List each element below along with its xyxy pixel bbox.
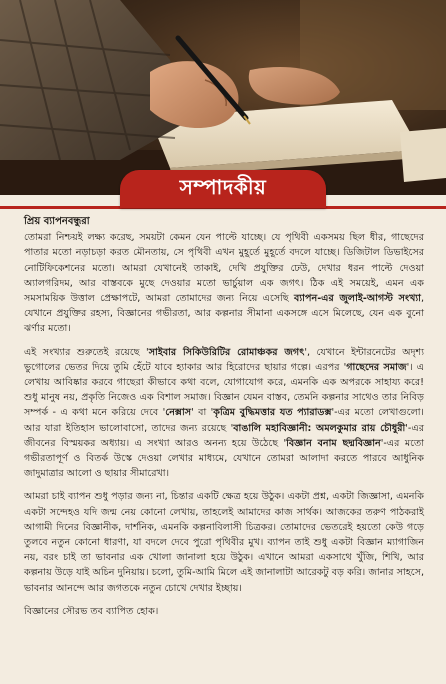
p1-text-a: তোমরা নিশ্চয়ই লক্ষ্য করেছ, সময়টা কেমন যেন পাল্টে যাচ্ছে। যে পৃথিবী একসময় ছিল ধীর, গাছেদের পাতার মতো নড়াচড়া করত মৌনতায়, সে পৃথিবী এখন মুহূর্তে মুহূর্তে বদলে যাচ্ছে। ডিজিটাল ডিভাইসের নোটিফিকেশনের মতো। আমরা যেখানেই তাকাই, দেখি প্রযুক্তির ঢেউ, দেখার ধরন পাল্টে দেওয়া অ্যালগরিদম, আর বাস্তবকে মুছে দেওয়ার মতো ভার্চুয়াল এক জগৎ। ঠিক এই সময়েই, এমন এক সমসাময়িক উত্তাল প্রেক্ষাপটে, আমরা তোমাদের জন্য নিয়ে এসেছি (24, 232, 424, 305)
p2-article-cyber: সাইবার সিকিউরিটির রোমাঞ্চকর জগৎ (148, 346, 305, 358)
title-banner (120, 170, 326, 208)
p1-issue-name: ব্যাপন-এর জুলাই-আগস্ট সংখ্যা (294, 293, 421, 305)
p1-text-b: , যেখানে প্রযুক্তির রহস্য, বিজ্ঞানের গভীরতা, আর কল্পনার সীমানা একসঙ্গে এসে মিলেছে, যেন এক বুনো ঝর্ণার মতো। (24, 293, 425, 335)
p2-text-a: এই সংখ্যার শুরুতেই রয়েছে ' (24, 346, 149, 358)
p2-article-trees: গাছেদের সমাজ (346, 361, 407, 373)
p2-text-e: '-এর মতো লেখাগুলো। আর যারা ইতিহাস ভালোবাসো, তাদের জন্য রয়েছে ' (24, 407, 424, 434)
writing-hand-illustration (0, 0, 446, 195)
editorial-body (24, 214, 424, 619)
hero-illustration (0, 0, 446, 195)
paragraph-2 (24, 345, 424, 482)
salutation: প্রিয় ব্যাপনবন্ধুরা (24, 216, 90, 227)
paragraph-3: আমরা চাই ব্যাপন শুধু পড়ার জন্য না, চিন্তার একটি ক্ষেত্র হয়ে উঠুক। একটা প্রশ্ন, একটা জিজ্ঞাসা, এমনকি একটা সন্দেহও যদি জন্ম নেয় কোনো লেখায়, তাহলেই আমাদের কাজ সার্থক। আজকের তরুণ পাঠকরাই আগামী দিনের বিজ্ঞানীক, দার্শনিক, এমনকি কল্পনাবিলাসী চিত্রকর। তোমাদের ভেতরেই হয়তো কেউ গড়ে তুলবে নতুন কোনো ধারণা, যা বদলে দেবে পুরো পৃথিবীর মুখ। ব্যাপন তাই শুধু একটা বিজ্ঞান ম্যাগাজিন নয়, বরং চাই তা ভাবনার এক খোলা জানালা হয়ে উঠুক। এখানে আমরা একসাথে খুঁজি, শিখি, আর কল্পনায় উড়ে যাই অচিন দুনিয়ায়। চলো, তুমি-আমি মিলে এই জানালাটা আরেকটু বড় করি। জানার সাহসে, ভাবনার আনন্দে আর জগতকে নতুন চোখে দেখার ইচ্ছায়। (24, 491, 424, 594)
page-title: সম্পাদকীয় (179, 174, 267, 199)
p2-text-f: '-এর জীবনের বিস্ময়কর অধ্যায়। এ সংখ্যা আরও অনন্য হয়ে উঠেছে ' (24, 422, 424, 449)
p2-text-b: ', যেখানে ইন্টারনেটের অদৃশ্য ভুগোলের ভেতর দিয়ে তুমি হেঁটে যাবে হ্যাকার আর হিরোদের ছায়ার গল্পে। এরপর ' (24, 346, 424, 373)
p2-text-g: '-এর মতো গভীরতাপূর্ণ ও বিতর্ক উস্কে দেওয়া লেখার মাধ্যমে, যেখানে তোমরা আলাদা করতে পারবে আধুনিক জাদুমাত্রার আলো ও ছায়ার সীমারেখা। (24, 437, 424, 480)
p2-text-c: '। এ লেখায় আবিষ্কার করবে গাছেরা কীভাবে কথা বলে, যোগাযোগ করে, এমনকি এক অপরকে সাহায্য করে! শুধু মানুষ নয়, প্রকৃতি নিজেও এক বিশাল সমাজ। বিজ্ঞান যেমন বাস্তব, তেমনি কল্পনার সাথেও তার নিবিড় সম্পর্ক - এ কথা মনে করিয়ে দেবে ' (24, 361, 424, 419)
p2-text-d: ' বা ' (191, 407, 214, 419)
p2-article-ai: কৃত্রিম বুদ্ধিমত্তার যত প্যারাডক্স (213, 407, 332, 419)
p2-article-scientist: বাঙালি মহাবিজ্ঞানী: অমলকুমার রায় চৌধুরী (233, 422, 406, 434)
signoff: বিজ্ঞানের সৌরভ তব ব্যাপিত হোক। (24, 605, 159, 617)
p2-article-nexus: নেক্সাস (165, 407, 192, 419)
p2-article-pseudoscience: বিজ্ঞান বনাম ছদ্মবিজ্ঞান (286, 437, 381, 449)
paragraph-1 (24, 230, 424, 336)
